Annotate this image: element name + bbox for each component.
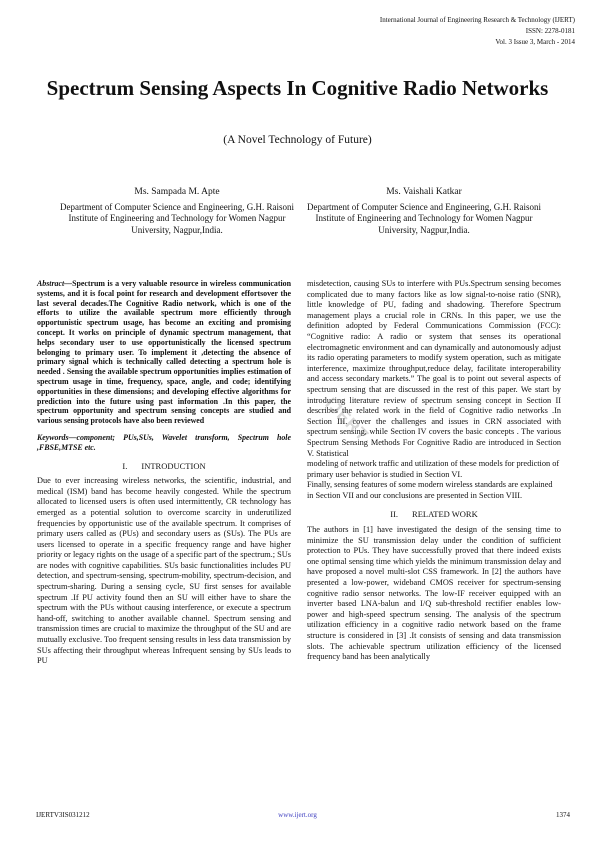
right-column [307,279,561,663]
section-heading-introduction [37,461,291,472]
author-block-1 [57,187,297,236]
issn: ISSN: 2278-0181 [525,27,575,35]
paper-title: Spectrum Sensing Aspects In Cognitive Radio Networks [46,76,549,100]
introduction-continued-text-3: Finally, sensing features of some modern wireless standards are explained in Section VII and our conclusions are presented in Section VIII. [307,480,553,500]
author-name: Ms. Sampada M. Apte [134,187,220,197]
journal-header [275,15,575,48]
footer-website-link[interactable]: www.ijert.org [278,811,317,819]
abstract-label: Abstract— [37,279,73,288]
introduction-text: Due to ever increasing wireless networks, the scientific, industrial, and medical (ISM) band has become heavily congested. While the spectrum allocated to licensed users is often used intermittently, CR technology has emerged as a potential solution to overcome scarcity in underutilized frequencies by opportunistic use of the available spectrum. It comprises of primary users called as (PUs) and secondary users as (SUs). The PUs are users licensed to operate in a specific frequency range and have higher priority or legacy rights on the usage of a specific part of the spectrum.; SUs are nodes with cognitive capabilities. SUs basic functionalities includes PU detection, and spectrum-sensing, spectrum-mobility, spectrum-decision, and spectrum-sharing. During a sensing cycle, SU first senses for available spectrum .If PU activity found then an SU will either have to share the spectrum with the PUs without causing interference, or execute a spectrum hand-off, switching to another available channel. Spectrum sensing and transmission times are crucial to maximize the throughput of the SU and are mutually exclusive. Too frequent sensing results in less data transmission by SUs affecting their throughput whereas Infrequent sensing by SUs leads to PU [37,476,291,666]
introduction-continued-text-2: modeling of network traffic and utilization of these models for prediction of primary user behavior is studied in Section VI. [307,459,560,479]
footer-paper-id: IJERTV3IS031212 [36,811,90,819]
author-affiliation: Department of Computer Science and Engineering, G.H. Raisoni Institute of Engineering and Technology for Women Nagpur University, Nagpur,India. [60,201,294,235]
related-work-text: The authors in [1] have investigated the design of the sensing time to minimize the SU transmission delay under the condition of sufficient protection to PUs. They have successfully proved that there indeed exists one optimal sensing time which yields the minimum transmission delay and have proposed a novel multi-slot CSS framework. In [2] the authors have presented a low-power, wideband CMOS receiver for spectrum-sensing cognitive radio sensor networks. The low-IF receiver equipped with an inverter based LNA-balun and I/Q sub-threshold rectifier enables low-power and high-speed spectrum sensing. The analysis of the spectrum utilization efficiency in a cognitive radio network based on the frame structure is considered in [3] .It consists of sensing and data transmission slots. The achievable spectrum utilization efficiency of the licensed frequency band has been analytically [307,525,561,662]
paper-subtitle: (A Novel Technology of Future) [223,134,372,146]
abstract [37,279,291,426]
watermark: IJERT [321,394,373,446]
volume-issue: Vol. 3 Issue 3, March - 2014 [495,38,575,46]
author-affiliation: Department of Computer Science and Engineering, G.H. Raisoni Institute of Engineering and Technology for Women Nagpur University, Nagpur,India. [307,201,541,235]
journal-name: International Journal of Engineering Research & Technology (IJERT) [379,16,575,24]
keywords: Keywords—component; PUs,SUs, Wavelet transform, Spectrum hole ,FBSE,MTSE etc. [37,432,291,452]
section-title: INTRODUCTION [141,460,206,471]
section-number: I. [122,460,128,471]
section-title: RELATED WORK [412,509,478,520]
section-heading-related-work [307,509,561,520]
section-number: II. [390,509,399,520]
abstract-text: Spectrum is a very valuable resource in wireless communication systems, and it is focal point for research and development effortsover the last several decades.The Cognitive Radio network, which is one of the efforts to utilize the available spectrum more efficiently through opportunistic spectrum usage, has become an exciting and promising concept. It works on principle of dynamic spectrum management, that helps secondary user to use opportunistically the licensed spectrum belonging to primary user. To implement it ,detecting the absence of primary signal which is technically called detecting a spectrum hole is needed . Sensing the available spectrum opportunities implies estimation of spectrum usage in time, frequency, space, angle, and code; identifying opportunities in these dimensions; and developing effective algorithms for prediction into the future using past information .In this paper, the spectrum opportunity and spectrum sensing concepts are studied and various sensing protocols have also been reviewed [37,279,291,426]
author-block-2 [304,187,544,236]
introduction-continued-text: misdetection, causing SUs to interfere with PUs.Spectrum sensing becomes complicated due to many factors like as low signal-to-noise ratio (SNR), little knowledge of PU, fading and shadowing. Therefore Spectrum management plays a crucial role in CRNs. In this paper, we use the definition adopted by Federal Communications Commission (FCC): “Cognitive radio: A radio or system that senses its operational electromagnetic environment and can dynamically and autonomously adjust its radio operating parameters to modify system operation, such as mitigate interference, maximize throughput,reduce delay, facilitate interoperability and access secondary markets.” The goal is to point out several aspects of spectrum sensing that are discussed in the rest of this paper. We start by introducing literature review of spectrum sensing concept in Section II describes the related work in the field of Cognitive radio networks .In Section III. cover the challenges and issues in CRN associated with spectrum sensing, while Section IV covers the basic concepts . The various Spectrum Sensing Methods For Cognitive Radio are introduced in Section V. Statistical [307,279,561,458]
left-column [37,279,291,667]
footer-page-number: 1374 [556,811,570,819]
author-name: Ms. Vaishali Katkar [386,187,462,197]
